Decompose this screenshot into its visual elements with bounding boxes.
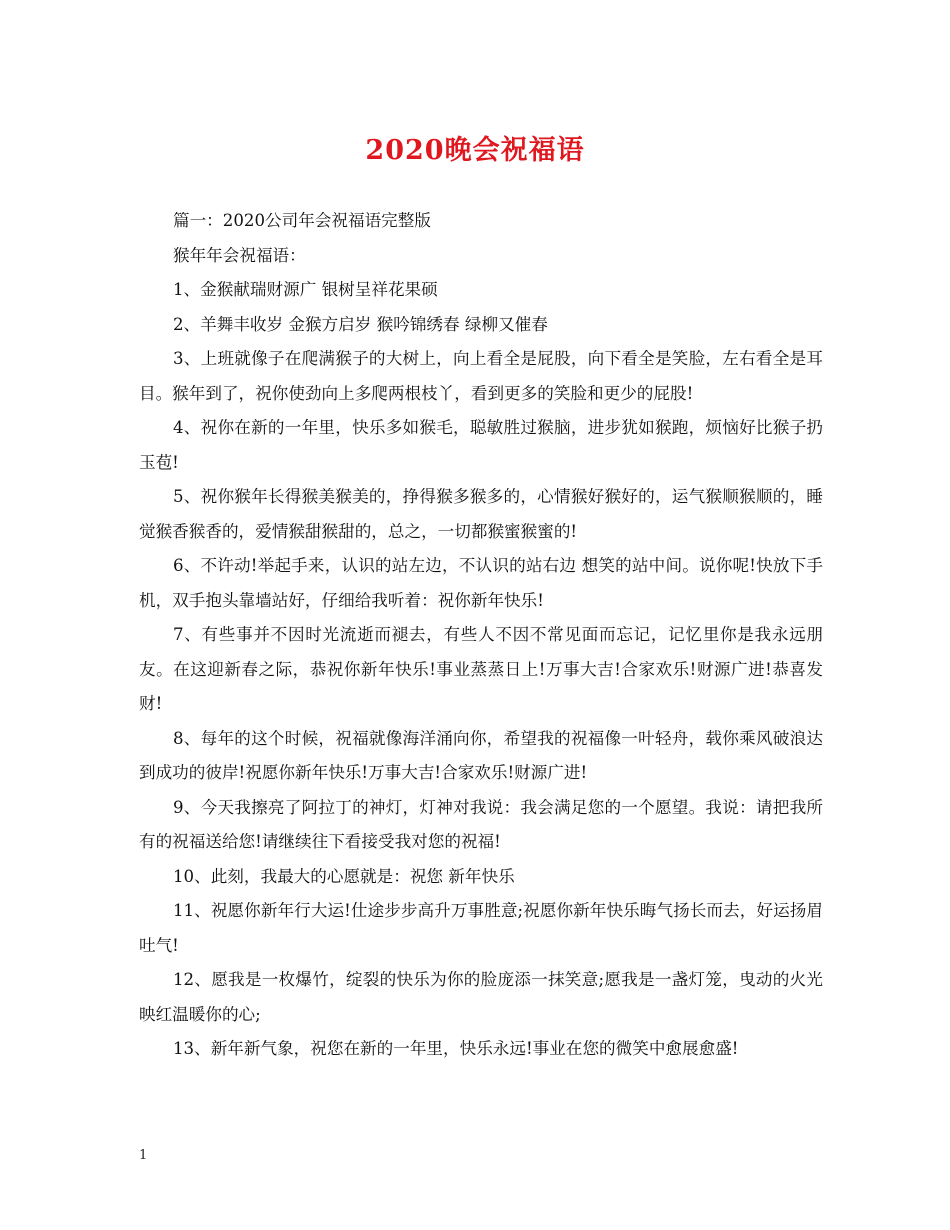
paragraph-14: 12、愿我是一枚爆竹，绽裂的快乐为你的脸庞添一抹笑意;愿我是一盏灯笼，曳动的火光映红温暖你的心; (139, 970, 823, 1024)
paragraph-10: 8、每年的这个时候，祝福就像海洋涌向你，希望我的祝福像一叶轻舟，载你乘风破浪达到成功的彼岸!祝愿你新年快乐!万事大吉!合家欢乐!财源广进! (139, 728, 823, 782)
paragraph-5: 3、上班就像子在爬满猴子的大树上，向上看全是屁股，向下看全是笑脸，左右看全是耳目。猴年到了，祝你使劲向上多爬两根枝丫，看到更多的笑脸和更少的屁股! (139, 349, 823, 403)
paragraph-3: 1、金猴献瑞财源广 银树呈祥花果硕 (173, 280, 438, 299)
paragraph-8: 6、不许动!举起手来，认识的站左边，不认识的站右边 想笑的站中间。说你呢!快放下手机，双手抱头靠墙站好，仔细给我听着：祝你新年快乐! (139, 556, 823, 610)
paragraph-4: 2、羊舞丰收岁 金猴方启岁 猴吟锦绣春 绿柳又催春 (173, 314, 548, 334)
paragraph-12: 10、此刻，我最大的心愿就是：祝您 新年快乐 (173, 866, 515, 886)
paragraph-2: 猴年年会祝福语： (173, 245, 306, 265)
paragraph-9: 7、有些事并不因时光流逝而褪去，有些人不因不常见面而忘记，记忆里你是我永远朋友。在这迎新春之际，恭祝你新年快乐!事业蒸蒸日上!万事大吉!合家欢乐!财源广进!恭喜发财! (139, 625, 823, 713)
paragraph-6: 4、祝你在新的一年里，快乐多如猴毛，聪敏胜过猴脑，进步犹如猴跑，烦恼好比猴子扔玉苞! (139, 418, 823, 472)
paragraph-13: 11、祝愿你新年行大运!仕途步步高升万事胜意;祝愿你新年快乐晦气扬长而去，好运扬眉吐气! (139, 901, 823, 955)
paragraph-7: 5、祝你猴年长得猴美猴美的，挣得猴多猴多的，心情猴好猴好的，运气猴顺猴顺的，睡觉猴香猴香的，爱情猴甜猴甜的，总之，一切都猴蜜猴蜜的! (139, 487, 823, 541)
paragraph-11: 9、今天我擦亮了阿拉丁的神灯，灯神对我说：我会满足您的一个愿望。我说：请把我所有的祝福送给您!请继续往下看接受我对您的祝福! (139, 797, 823, 851)
page-number: 1 (139, 1148, 148, 1163)
paragraph-1: 篇一：2020公司年会祝福语完整版 (173, 211, 431, 230)
page-title: 2020晚会祝福语 (365, 135, 585, 166)
paragraph-15: 13、新年新气象，祝您在新的一年里，快乐永远!事业在您的微笑中愈展愈盛! (173, 1039, 739, 1058)
document-body (139, 204, 823, 1067)
